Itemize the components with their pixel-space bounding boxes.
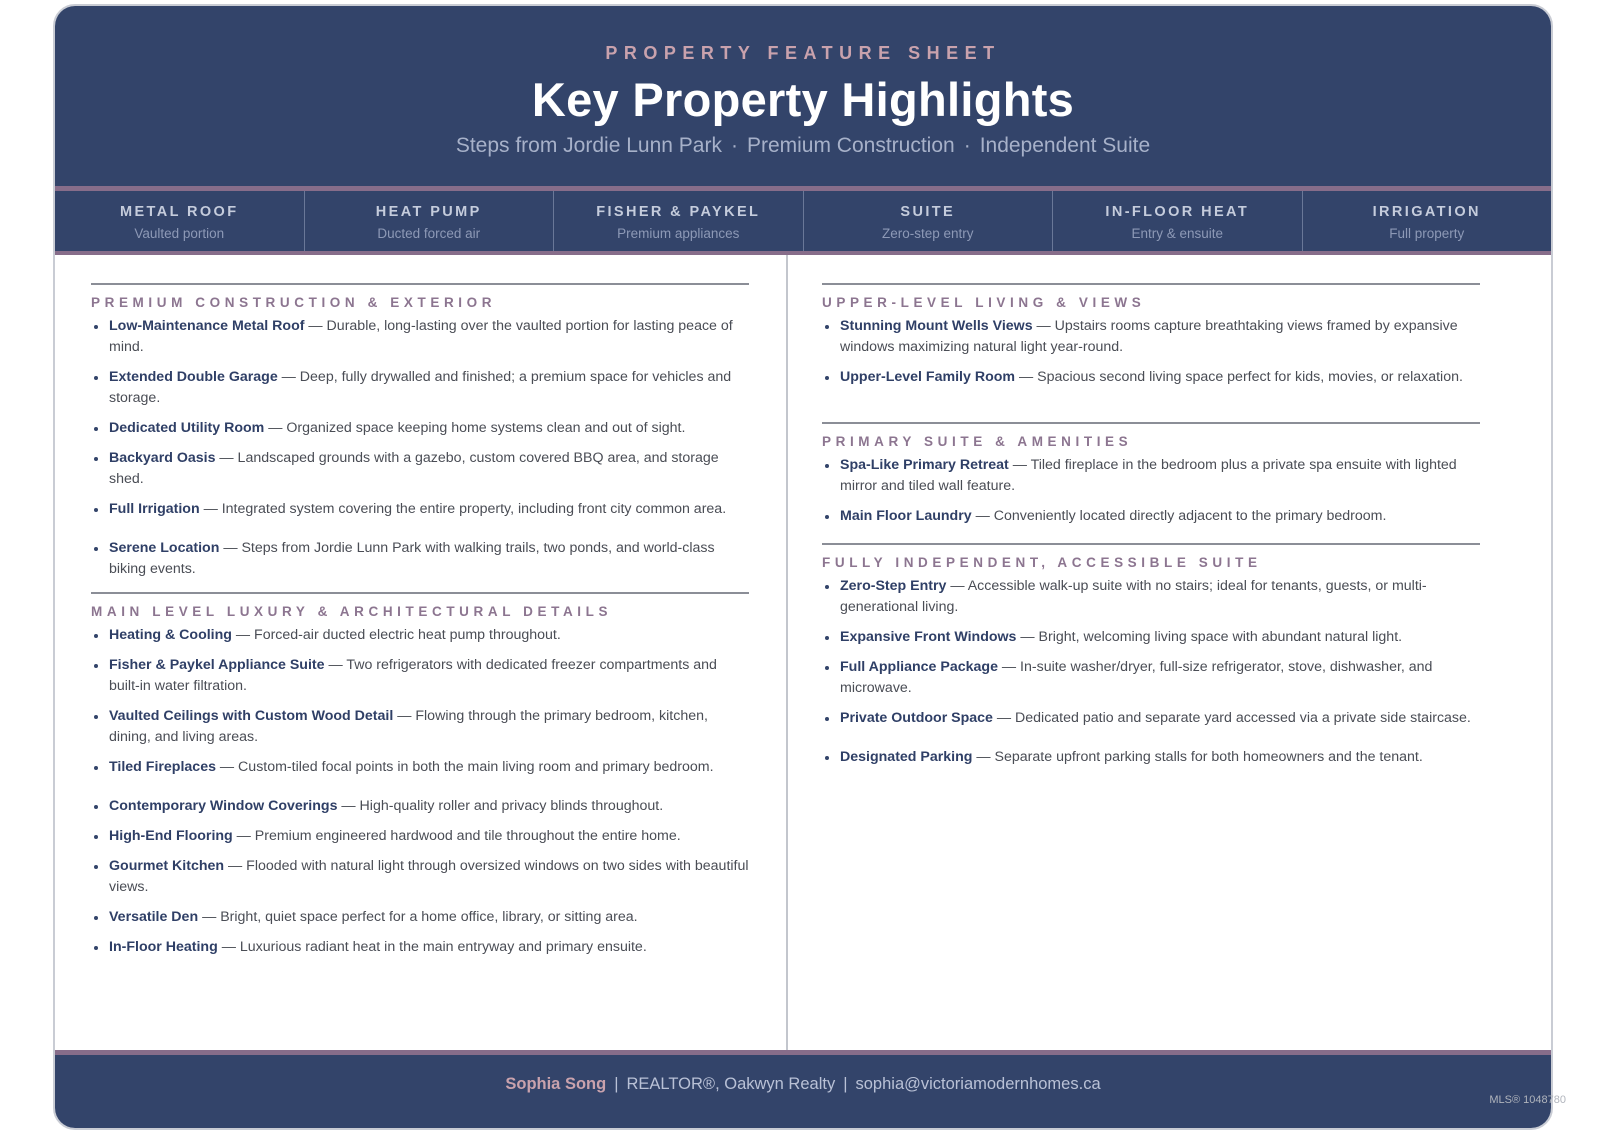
list-item xyxy=(91,757,749,778)
feature-sub: Entry & ensuite xyxy=(1131,226,1224,241)
item-desc: — Steps from Jordie Lunn Park with walking trails, two ponds, and world-class biking events. xyxy=(109,540,715,577)
item-name: Dedicated Utility Room xyxy=(109,420,265,436)
section-title: PRIMARY SUITE & AMENITIES xyxy=(822,434,1133,449)
section-title: MAIN LEVEL LUXURY & ARCHITECTURAL DETAILS xyxy=(91,604,613,619)
section-title: FULLY INDEPENDENT, ACCESSIBLE SUITE xyxy=(822,555,1262,570)
list-item xyxy=(91,448,749,490)
item-name: Expansive Front Windows xyxy=(840,629,1017,645)
subtitle-part-construction: Premium Construction xyxy=(746,134,955,157)
feature-label: IN-FLOOR HEAT xyxy=(1105,204,1250,220)
list-item xyxy=(822,708,1480,729)
item-desc: — Two refrigerators with dedicated freezer compartments and built-in water filtration. xyxy=(109,657,717,694)
item-desc: — Landscaped grounds with a gazebo, custom covered BBQ area, and storage shed. xyxy=(109,450,719,487)
list-item xyxy=(91,316,749,358)
item-name: Vaulted Ceilings with Custom Wood Detail xyxy=(109,708,394,724)
item-name: Heating & Cooling xyxy=(109,627,232,643)
feature-list xyxy=(822,455,1480,527)
list-item xyxy=(822,455,1480,497)
left-column xyxy=(91,255,749,967)
section-upper-level xyxy=(822,283,1480,388)
list-item xyxy=(822,506,1480,527)
item-desc: — High-quality roller and privacy blinds throughout. xyxy=(337,798,664,814)
list-item xyxy=(91,937,749,958)
section-main-level-luxury xyxy=(91,592,749,958)
feature-sub: Zero-step entry xyxy=(881,226,974,241)
subtitle-separator: · xyxy=(730,134,738,157)
item-name: Contemporary Window Coverings xyxy=(109,798,338,814)
feature-sub: Ducted forced air xyxy=(377,226,481,241)
item-desc: — Separate upfront parking stalls for both homeowners and the tenant. xyxy=(972,749,1423,765)
feature-list xyxy=(822,316,1480,388)
item-name: Full Appliance Package xyxy=(840,659,998,675)
list-item xyxy=(91,907,749,928)
feature-irrigation xyxy=(1303,191,1552,251)
list-item xyxy=(91,796,749,817)
feature-fisher-paykel xyxy=(554,191,804,251)
footer-separator: | xyxy=(843,1075,848,1093)
item-name: Stunning Mount Wells Views xyxy=(840,318,1033,334)
agent-name: Sophia Song xyxy=(505,1075,607,1093)
item-desc: — Custom-tiled focal points in both the main living room and primary bedroom. xyxy=(215,759,714,775)
contact-bar xyxy=(55,1055,1551,1130)
list-item xyxy=(91,625,749,646)
list-item xyxy=(91,655,749,697)
item-desc: — Bright, quiet space perfect for a home office, library, or sitting area. xyxy=(198,909,638,925)
feature-label: SUITE xyxy=(900,204,956,220)
item-desc: — Organized space keeping home systems clean and out of sight. xyxy=(264,420,686,436)
list-item xyxy=(91,499,749,520)
section-title: PREMIUM CONSTRUCTION & EXTERIOR xyxy=(91,295,497,310)
list-item xyxy=(91,538,749,580)
item-name: Gourmet Kitchen xyxy=(109,858,225,874)
feature-label: IRRIGATION xyxy=(1372,204,1481,220)
item-desc: — In-suite washer/dryer, full-size refrigerator, stove, dishwasher, and microwave. xyxy=(840,659,1433,696)
subtitle-part-suite: Independent Suite xyxy=(979,134,1151,157)
item-desc: — Premium engineered hardwood and tile throughout the entire home. xyxy=(232,828,681,844)
item-name: Zero-Step Entry xyxy=(840,578,947,594)
feature-heat-pump xyxy=(305,191,555,251)
item-desc: — Luxurious radiant heat in the main entryway and primary ensuite. xyxy=(217,939,647,955)
item-name: Versatile Den xyxy=(109,909,199,925)
list-item xyxy=(822,657,1480,699)
agent-email[interactable]: sophia@victoriamodernhomes.ca xyxy=(855,1075,1101,1093)
item-name: Low-Maintenance Metal Roof xyxy=(109,318,305,334)
list-item xyxy=(91,826,749,847)
list-item xyxy=(822,367,1480,388)
feature-sub: Full property xyxy=(1389,226,1465,241)
list-item xyxy=(822,747,1480,768)
section-premium-construction xyxy=(91,283,749,580)
column-divider xyxy=(786,255,788,1050)
item-name: Tiled Fireplaces xyxy=(109,759,216,775)
item-name: In-Floor Heating xyxy=(109,939,218,955)
feature-bar xyxy=(55,191,1551,251)
feature-list xyxy=(91,625,749,958)
item-name: Designated Parking xyxy=(840,749,973,765)
item-name: Fisher & Paykel Appliance Suite xyxy=(109,657,325,673)
item-desc: — Deep, fully drywalled and finished; a premium space for vehicles and storage. xyxy=(109,369,732,406)
list-item xyxy=(91,856,749,898)
item-name: Full Irrigation xyxy=(109,501,200,517)
list-item xyxy=(91,418,749,439)
item-desc: — Forced-air ducted electric heat pump throughout. xyxy=(231,627,561,643)
item-desc: — Dedicated patio and separate yard accessed via a private side staircase. xyxy=(992,710,1471,726)
item-name: Backyard Oasis xyxy=(109,450,216,466)
feature-suite xyxy=(804,191,1054,251)
footer xyxy=(55,1050,1551,1130)
feature-sub: Premium appliances xyxy=(617,226,740,241)
feature-label: HEAT PUMP xyxy=(375,204,482,220)
item-desc: — Accessible walk-up suite with no stairs; ideal for tenants, guests, or multi-generational living. xyxy=(840,578,1427,615)
feature-sheet xyxy=(53,4,1553,1130)
item-name: Spa-Like Primary Retreat xyxy=(840,457,1009,473)
item-name: Serene Location xyxy=(109,540,220,556)
item-desc: — Conveniently located directly adjacent to the primary bedroom. xyxy=(971,508,1387,524)
footer-separator: | xyxy=(614,1075,619,1093)
item-name: Upper-Level Family Room xyxy=(840,369,1016,385)
subtitle-separator: · xyxy=(963,134,971,157)
subtitle-part-location: Steps from Jordie Lunn Park xyxy=(455,134,722,157)
feature-list xyxy=(91,316,749,580)
eyebrow: PROPERTY FEATURE SHEET xyxy=(605,43,1001,63)
section-independent-suite xyxy=(822,543,1480,768)
page-title: Key Property Highlights xyxy=(531,73,1075,126)
feature-in-floor-heat xyxy=(1053,191,1303,251)
subtitle xyxy=(55,134,1551,158)
header xyxy=(55,6,1551,186)
item-desc: — Upstairs rooms capture breathtaking views framed by expansive windows maximizing natural light year-round. xyxy=(840,318,1458,355)
list-item xyxy=(822,627,1480,648)
agent-title: REALTOR®, Oakwyn Realty xyxy=(626,1075,836,1093)
item-name: Private Outdoor Space xyxy=(840,710,993,726)
mls-watermark: MLS® 1048780 xyxy=(1489,1094,1566,1106)
item-desc: — Flowing through the primary bedroom, kitchen, dining, and living areas. xyxy=(109,708,708,745)
item-desc: — Durable, long-lasting over the vaulted portion for lasting peace of mind. xyxy=(109,318,733,355)
list-item xyxy=(822,316,1480,358)
feature-label: METAL ROOF xyxy=(119,204,239,220)
list-item xyxy=(822,576,1480,618)
section-primary-suite xyxy=(822,422,1480,527)
right-column xyxy=(822,255,1480,777)
list-item xyxy=(91,706,749,748)
item-desc: — Integrated system covering the entire property, including front city common area. xyxy=(199,501,727,517)
feature-list xyxy=(822,576,1480,768)
item-name: Main Floor Laundry xyxy=(840,508,972,524)
item-desc: — Bright, welcoming living space with abundant natural light. xyxy=(1016,629,1403,645)
list-item xyxy=(91,367,749,409)
feature-metal-roof xyxy=(55,191,305,251)
item-desc: — Flooded with natural light through oversized windows on two sides with beautiful views. xyxy=(109,858,749,895)
feature-sub: Vaulted portion xyxy=(134,226,225,241)
item-desc: — Spacious second living space perfect for kids, movies, or relaxation. xyxy=(1015,369,1463,385)
item-name: High-End Flooring xyxy=(109,828,233,844)
section-title: UPPER-LEVEL LIVING & VIEWS xyxy=(822,295,1146,310)
item-name: Extended Double Garage xyxy=(109,369,278,385)
feature-label: FISHER & PAYKEL xyxy=(596,204,761,220)
item-desc: — Tiled fireplace in the bedroom plus a private spa ensuite with lighted mirror and tiled wall feature. xyxy=(840,457,1457,494)
